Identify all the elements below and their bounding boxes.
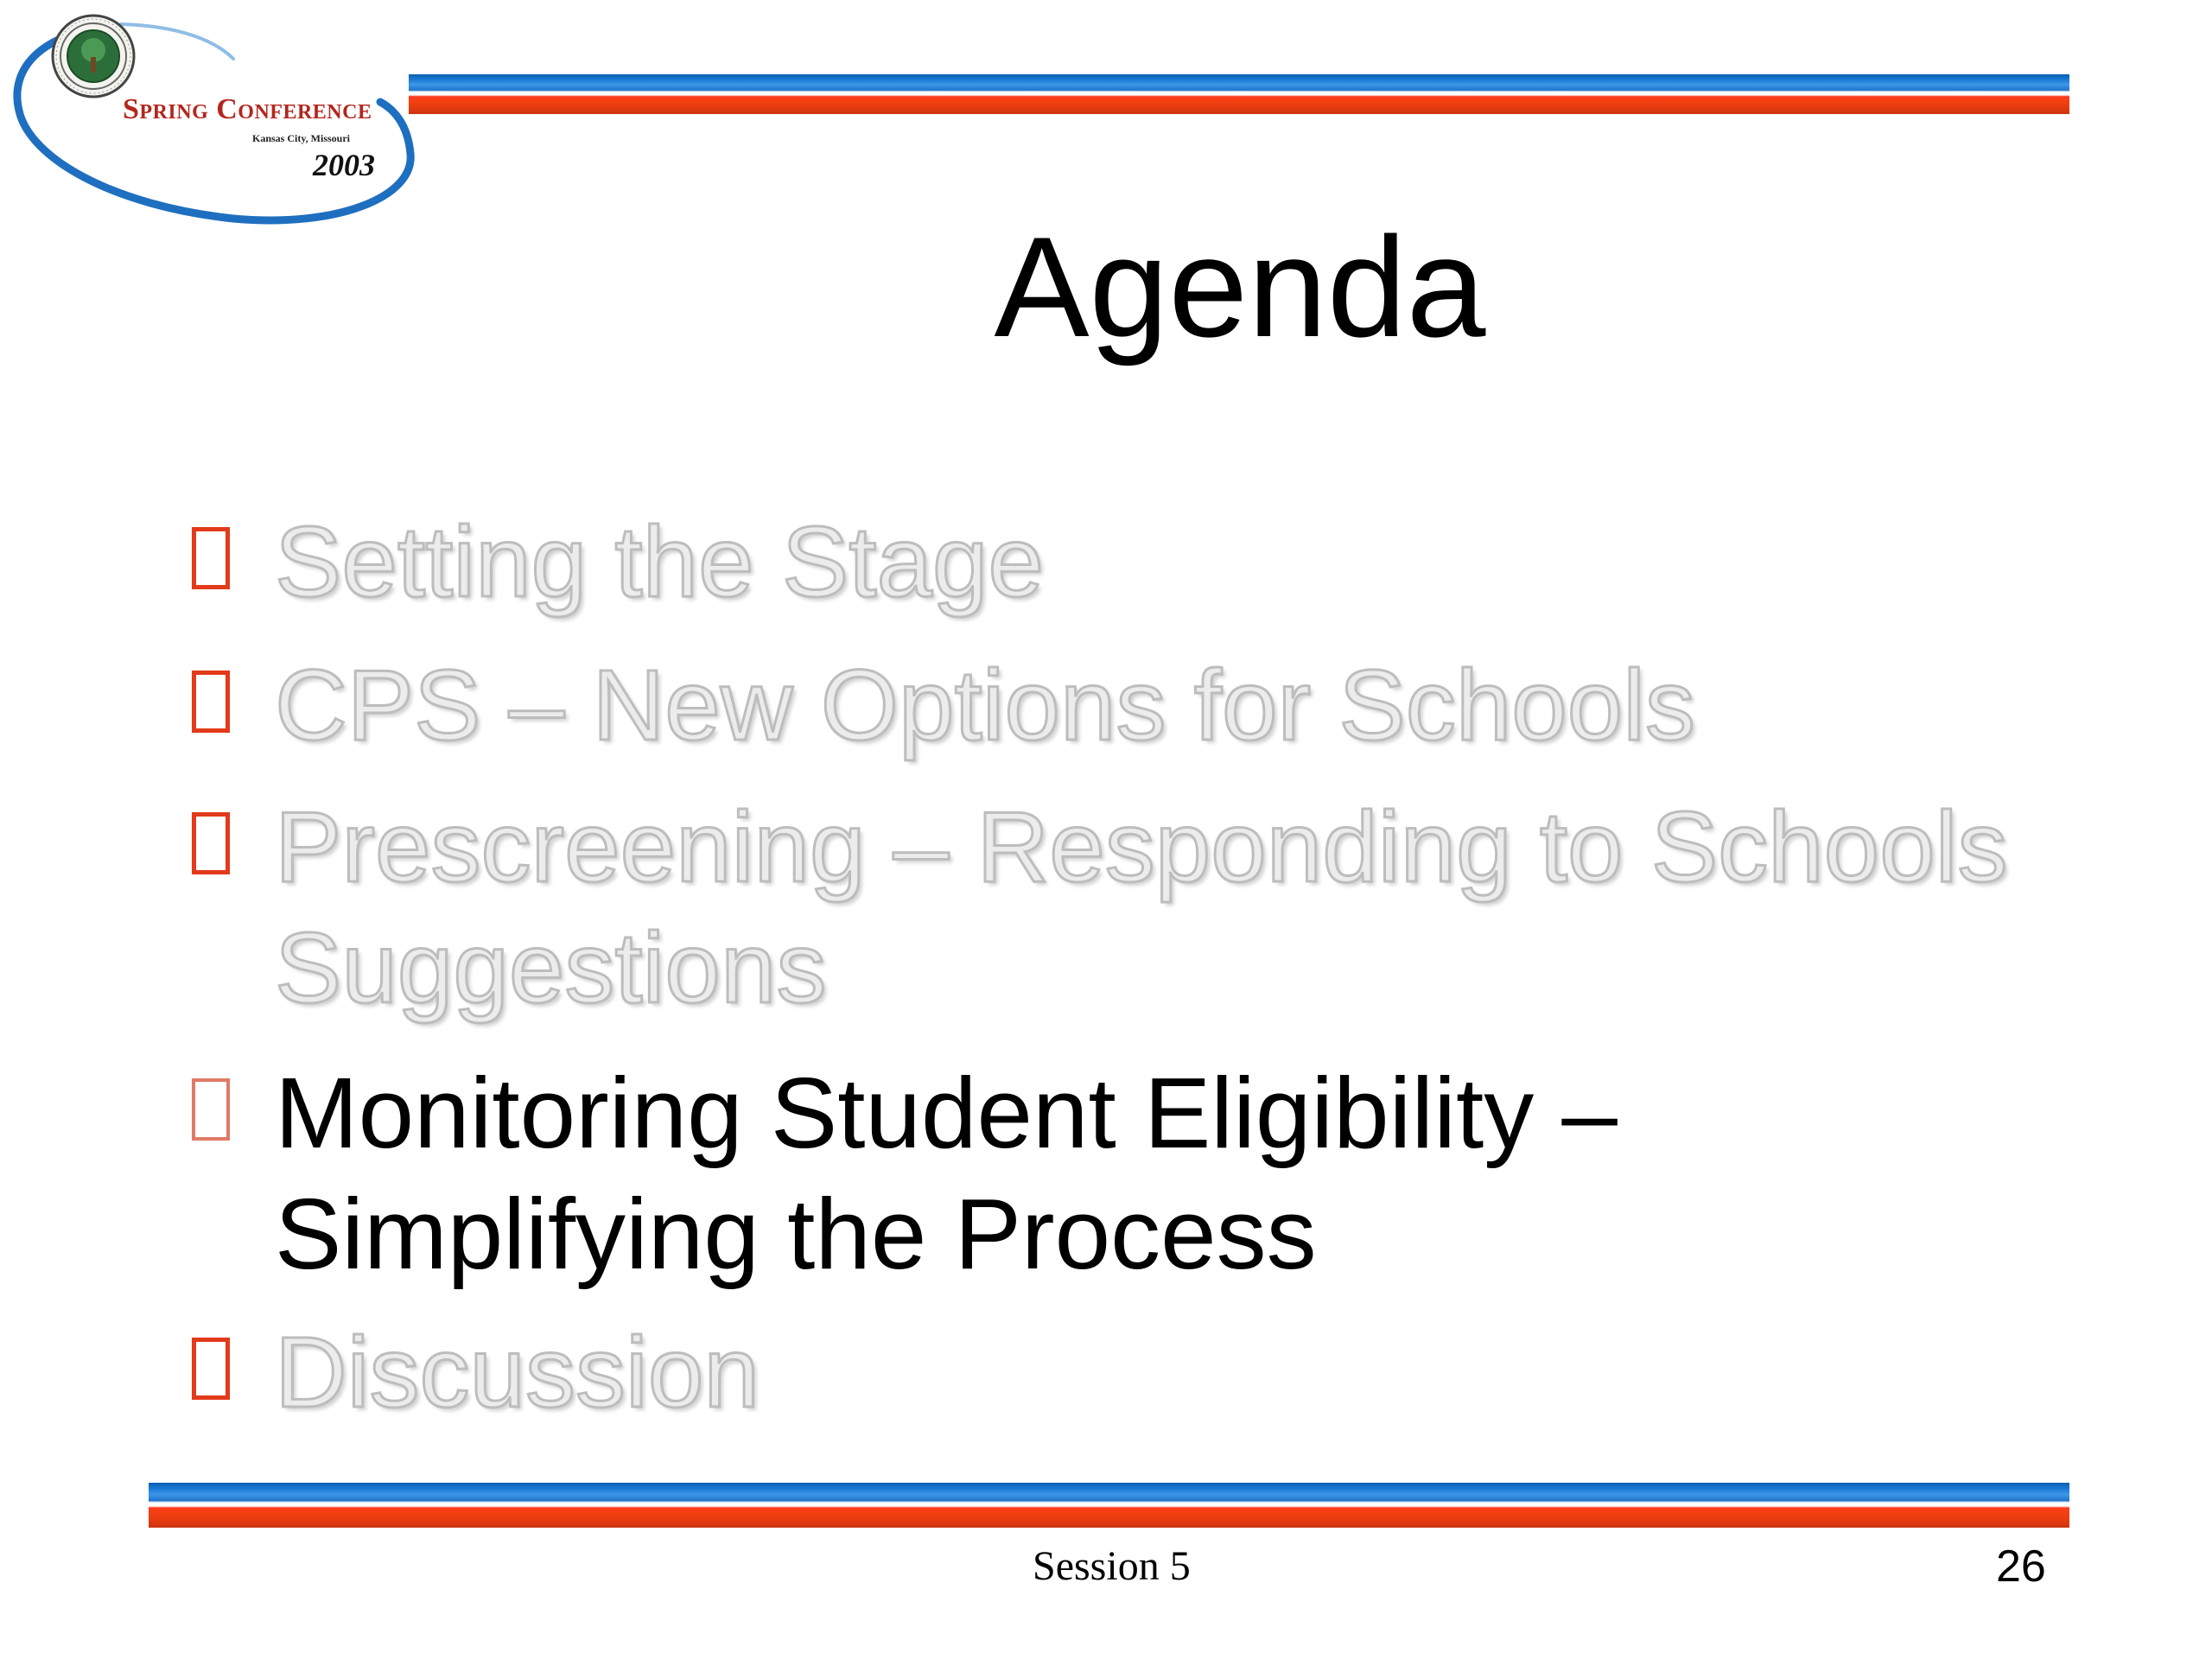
bullet-square-icon	[192, 812, 230, 874]
slide-title: Agenda	[994, 207, 1486, 366]
bullet-square-icon	[192, 527, 230, 589]
logo-subtitle: Kansas City, Missouri	[252, 132, 351, 144]
logo-title: Spring Conference	[123, 93, 372, 125]
agenda-item-monitoring-line1: Monitoring Student Eligibility –	[275, 1057, 1618, 1169]
agenda-item-prescreening-line1: Prescreening – Responding to Schools	[275, 791, 2008, 903]
agenda-item-setting-the-stage: Setting the Stage	[275, 505, 1044, 618]
footer-session: Session 5	[1033, 1543, 1191, 1589]
logo-year: 2003	[313, 148, 375, 182]
bullet-square-icon	[192, 1078, 230, 1141]
agenda-item-prescreening-line2: Suggestions	[275, 912, 827, 1024]
agenda-item-cps: CPS – New Options for Schools	[275, 649, 1696, 761]
bottom-color-band	[149, 1483, 2069, 1528]
page-number: 26	[1996, 1541, 2046, 1592]
agenda-item-discussion: Discussion	[275, 1316, 760, 1428]
bullet-square-icon	[192, 1338, 230, 1400]
agenda-item-monitoring-line2: Simplifying the Process	[275, 1178, 1317, 1290]
bullet-square-icon	[192, 671, 230, 733]
